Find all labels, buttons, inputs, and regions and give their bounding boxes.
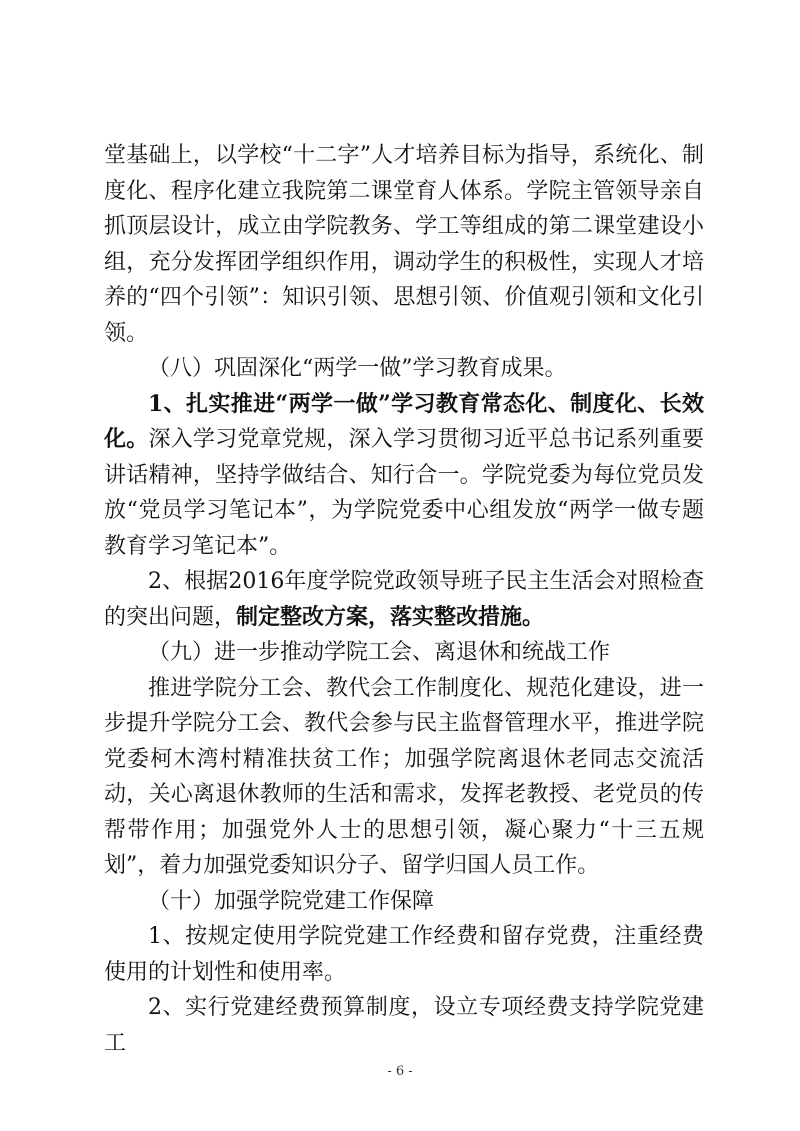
section-heading-8: [104, 351, 704, 387]
paragraph-item-8-2: [104, 564, 704, 635]
paragraph-text: 堂基础上，以学校“十二字”人才培养目标为指导，系统化、制度化、程序化建立我院第二课堂育人体系。学院主管领导亲自抓顶层设计，成立由学院教务、学工等组成的第二课堂建设小组，充分发挥团学组织作用，调动学生的积极性，实现人才培养的“四个引领”：知识引领、思想引领、价值观引领和文化引领。: [104, 143, 704, 346]
heading-text: （八）巩固深化“两学一做”学习教育成果。: [148, 356, 567, 381]
bold-trail-text: 制定整改方案，落实整改措施。: [236, 603, 545, 630]
paragraph-item-10-2: [104, 990, 704, 1061]
paragraph-text: 2、实行党建经费预算制度，设立专项经费支持学院党建工: [104, 995, 704, 1056]
section-heading-10: [104, 884, 704, 920]
heading-text: （九）进一步推动学院工会、离退休和统战工作: [148, 640, 611, 665]
paragraph-continuation: [104, 138, 704, 351]
paragraph-text: 深入学习党章党规，深入学习贯彻习近平总书记系列重要讲话精神，坚持学做结合、知行合一。学院党委为每位党员发放“党员学习笔记本”，为学院党委中心组发放“两学一做专题教育学习笔记本”。: [104, 427, 704, 559]
paragraph-item-8-1: [104, 387, 704, 565]
paragraph-section-9-body: [104, 671, 704, 884]
bold-lead-text: 1、扎实推进“两学一做”学习教育常态化、制度化、长效化。: [104, 390, 704, 452]
paragraph-item-10-1: [104, 919, 704, 990]
heading-text: （十）加强学院党建工作保障: [148, 888, 435, 914]
document-body: [104, 138, 704, 1061]
paragraph-text: 1、按规定使用学院党建工作经费和留存党费，注重经费使用的计划性和使用率。: [104, 924, 704, 985]
paragraph-text: 2、根据2016年度学院党政领导班子民主生活会对照检查的突出问题，: [104, 569, 704, 630]
section-heading-9: [104, 635, 704, 671]
page-number: - 6 -: [387, 1064, 413, 1079]
paragraph-text: 推进学院分工会、教代会工作制度化、规范化建设，进一步提升学院分工会、教代会参与民主监督管理水平，推进学院党委柯木湾村精准扶贫工作；加强学院离退休老同志交流活动，关心离退休教师的生活和需求，发挥老教授、老党员的传帮带作用；加强党外人士的思想引领，凝心聚力“十三五规划”，着力加强党委知识分子、留学归国人员工作。: [104, 675, 704, 878]
